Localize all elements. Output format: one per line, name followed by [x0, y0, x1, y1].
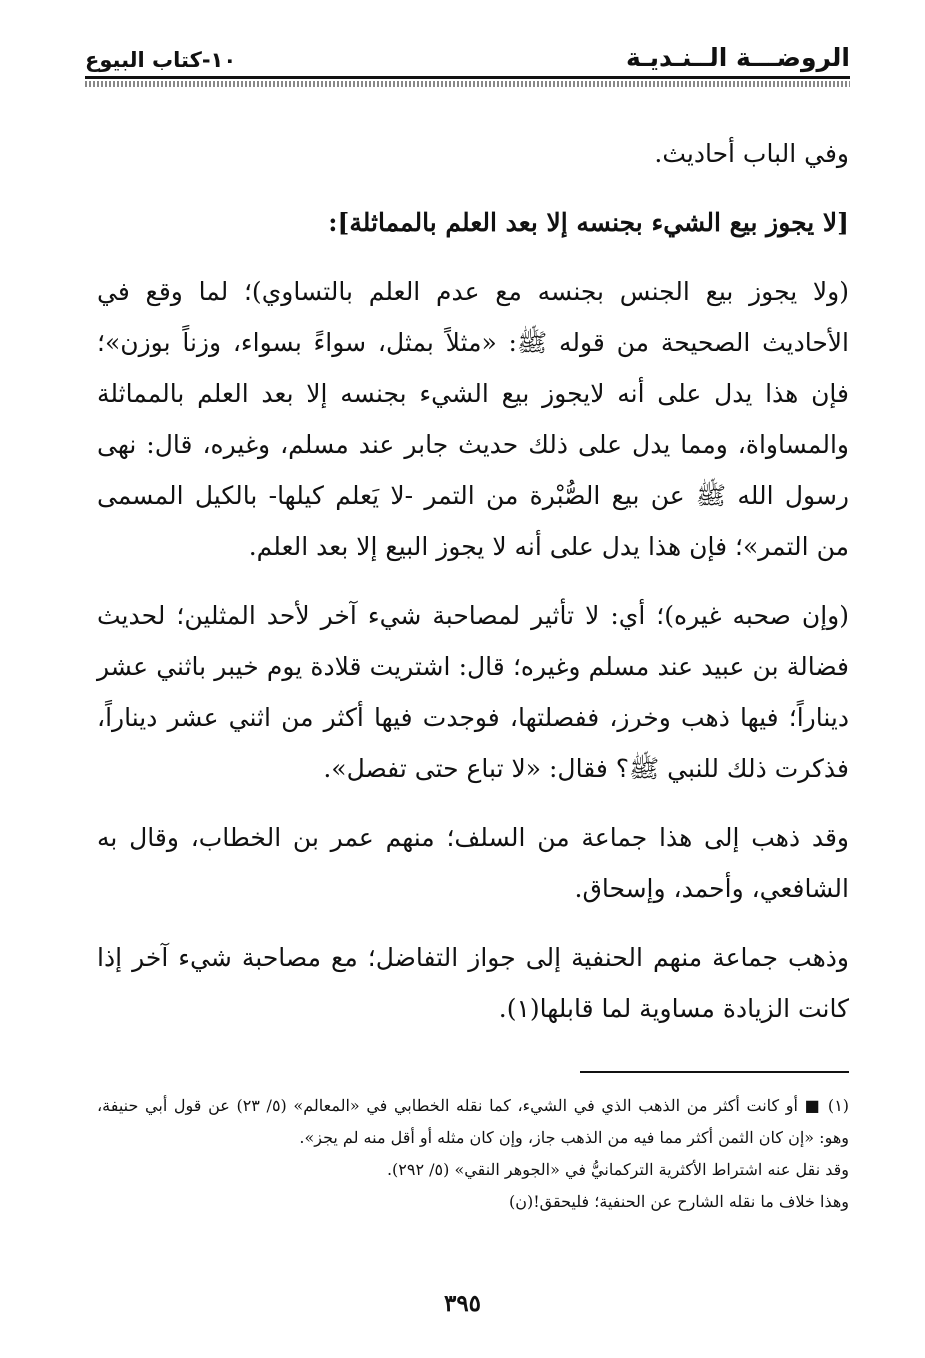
footnote: وهذا خلاف ما نقله الشارح عن الحنفية؛ فليحقق!(ن)	[508, 1192, 849, 1211]
page-number: ٣٩٥	[443, 1290, 482, 1317]
book-title: الروضـــة الــنـديـة	[625, 43, 850, 72]
paragraph: (وإن صحبه غيره)؛ أي: لا تأثير لمصاحبة شيء آخر لأحد المثلين؛ لحديث فضالة بن عبيد عند مسلم وغيره؛ قال: اشتريت قلادة يوم خيبر باثني عشر ديناراً؛ فيها ذهب وخرز، ففصلتها، فوجدت فيها أكثر من اثني عشر ديناراً، فذكرت ذلك للنبي ﷺ؟ فقال: «لا تباع حتى تفصل».	[97, 601, 849, 783]
footnote: وقد نقل عنه اشتراط الأكثرية التركمانيُّ في «الجوهر النقي» (٥/ ٢٩٢).	[386, 1160, 849, 1179]
footnote-separator	[580, 1071, 849, 1073]
paragraph: وفي الباب أحاديث.	[654, 139, 849, 168]
chapter-title: ١٠-كتاب البيوع	[85, 48, 237, 72]
main-text	[97, 128, 849, 1052]
running-header	[85, 32, 850, 72]
header-rule	[85, 76, 850, 79]
header-dotted-rule	[85, 81, 850, 87]
section-heading: [لا يجوز بيع الشيء بجنسه إلا بعد العلم بالمماثلة]:	[328, 208, 849, 237]
paragraph: وقد ذهب إلى هذا جماعة من السلف؛ منهم عمر بن الخطاب، وقال به الشافعي، وأحمد، وإسحاق.	[97, 823, 849, 903]
paragraph: وذهب جماعة منهم الحنفية إلى جواز التفاضل؛ مع مصاحبة شيء آخر إذا كانت الزيادة مساوية لما قابلها(١).	[97, 943, 849, 1023]
paragraph: (ولا يجوز بيع الجنس بجنسه مع عدم العلم بالتساوي)؛ لما وقع في الأحاديث الصحيحة من قوله ﷺ: «مثلاً بمثل، سواءً بسواء، وزناً بوزن»؛ فإن هذا يدل على أنه لايجوز بيع الشيء بجنسه إلا بعد العلم بالمماثلة والمساواة، ومما يدل على ذلك حديث جابر عند مسلم، وغيره، قال: نهى رسول الله ﷺ عن بيع الصُّبْرة من التمر -لا يَعلم كيلها- بالكيل المسمى من التمر»؛ فإن هذا يدل على أنه لا يجوز البيع إلا بعد العلم.	[97, 277, 849, 561]
footnote: (١) ■ أو كانت أكثر من الذهب الذي في الشيء، كما نقله الخطابي في «المعالم» (٥/ ٢٣) عن قول أبي حنيفة، وهو: «إن كان الثمن أكثر مما فيه من الذهب جاز، وإن كان مثله أو أقل منه لم يجز».	[97, 1096, 850, 1147]
footnotes	[97, 1090, 849, 1218]
